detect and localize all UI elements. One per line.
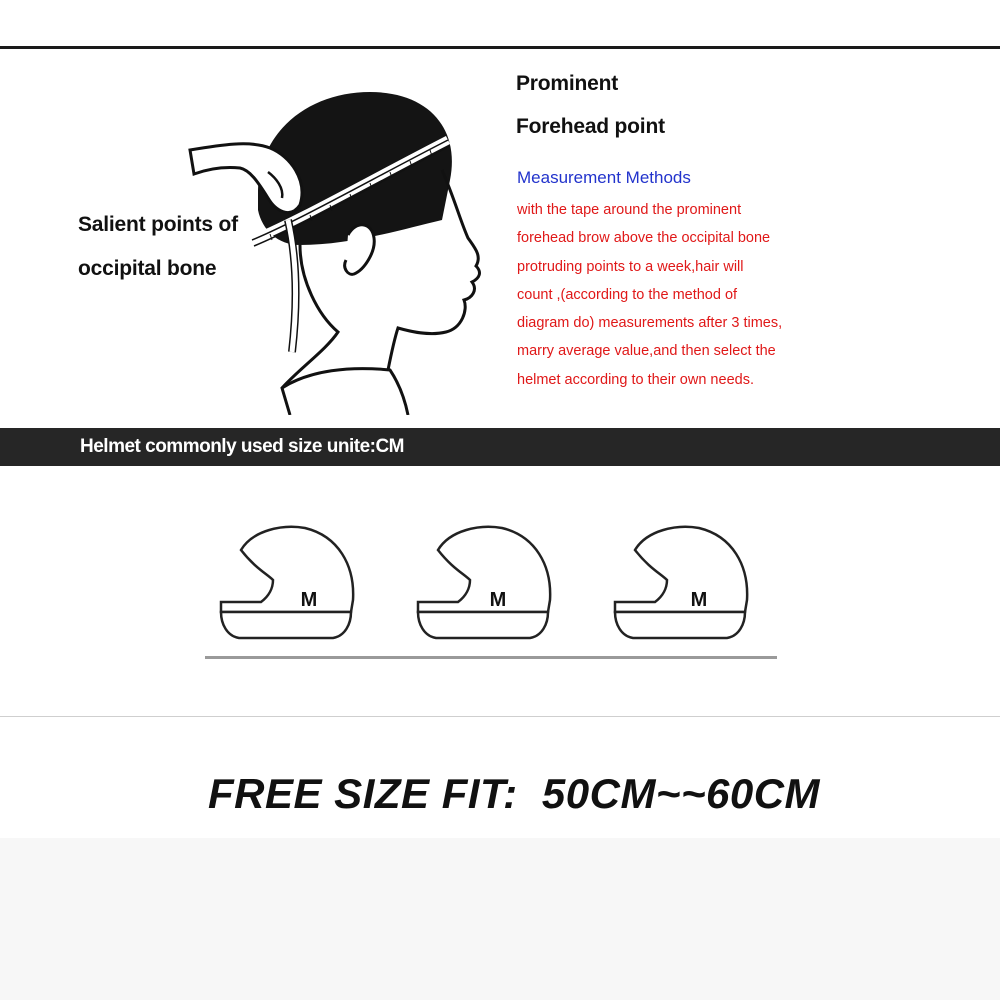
free-size-fit-text: FREE SIZE FIT: 50CM~~60CM <box>208 770 821 817</box>
helmet-baseline <box>205 656 777 659</box>
helmet-icon <box>607 520 752 645</box>
occipital-callout <box>78 203 238 291</box>
size-banner-title: Helmet commonly used size unite:CM <box>80 436 405 457</box>
forehead-callout-line-1: Prominent <box>516 72 619 95</box>
ear-outline <box>345 225 375 275</box>
method-line: diagram do) measurements after 3 times, <box>517 315 783 332</box>
occipital-callout-line-2: occipital bone <box>78 257 217 280</box>
size-banner <box>0 428 1000 466</box>
helmet-icon <box>410 520 555 645</box>
method-line: helmet according to their own needs. <box>517 371 754 388</box>
method-line: count ,(according to the method of <box>517 286 738 303</box>
helmet-size-label: M <box>300 589 318 611</box>
helmet-size-label: M <box>489 589 507 611</box>
method-line: marry average value,and then select the <box>517 343 776 360</box>
method-line: with the tape around the prominent <box>517 202 742 218</box>
measurement-methods-text <box>517 196 837 394</box>
section-divider <box>0 716 1000 717</box>
forehead-callout <box>516 62 665 148</box>
helmet-size-row <box>205 520 780 660</box>
top-divider <box>0 46 1000 49</box>
helmet-size-label: M <box>690 589 708 611</box>
measurement-methods-title: Measurement Methods <box>517 168 691 187</box>
occipital-callout-line-1: Salient points of <box>78 213 238 236</box>
method-line: forehead brow above the occipital bone <box>517 230 771 247</box>
forehead-callout-line-2: Forehead point <box>516 115 665 138</box>
bottom-background-band <box>0 838 1000 1000</box>
method-line: protruding points to a week,hair will <box>517 258 744 275</box>
helmet-icon <box>213 520 358 645</box>
collar-outline <box>282 369 408 415</box>
